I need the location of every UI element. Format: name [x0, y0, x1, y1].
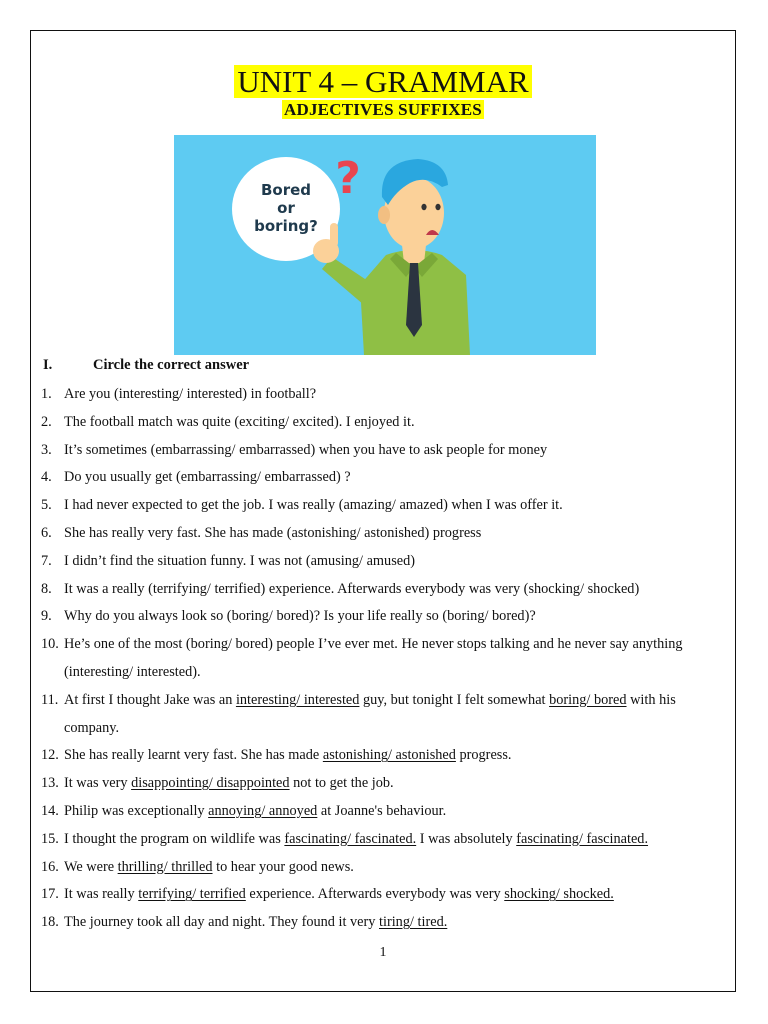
item-number: 8.: [41, 580, 52, 597]
item-number: 17.: [41, 886, 59, 903]
exercise-item: [41, 881, 731, 909]
item-text: It was a really (terrifying/ terrified) experience. Afterwards everybody was very (shocking/ shocked): [64, 580, 640, 597]
item-number: 5.: [41, 497, 52, 514]
section-title: Circle the correct answer: [93, 357, 250, 373]
exercise-item: [41, 826, 731, 854]
item-number: 6.: [41, 524, 52, 541]
exercise-item: [41, 576, 731, 604]
item-number: 12.: [41, 747, 59, 764]
exercise-item: [41, 409, 731, 437]
item-number: 7.: [41, 552, 52, 569]
exercise-item: [41, 492, 731, 520]
item-text: We were: [64, 858, 118, 875]
question-mark-icon: ?: [335, 153, 361, 204]
item-text: to hear your good news.: [212, 858, 354, 875]
item-text: I had never expected to get the job. I was really (amazing/ amazed) when I was offer it.: [64, 497, 563, 514]
item-text: She has really very fast. She has made (astonishing/ astonished) progress: [64, 524, 482, 541]
item-text: experience. Afterwards everybody was very: [245, 886, 505, 903]
exercise-item: [41, 437, 731, 465]
item-text: She has really learnt very fast. She has made: [64, 747, 323, 764]
answer-choice: annoying/ annoyed: [208, 802, 318, 819]
item-text: progress.: [455, 747, 512, 764]
item-number: 2.: [41, 413, 52, 430]
answer-choice: interesting/ interested: [235, 691, 360, 708]
item-text: The journey took all day and night. They found it very: [64, 914, 379, 931]
section-number: I.: [43, 357, 53, 373]
page-number: 1: [379, 945, 387, 960]
bubble-line-2: or: [277, 199, 295, 217]
answer-choice: thrilling/ thrilled: [117, 858, 213, 875]
item-number: 18.: [41, 914, 59, 931]
exercise-item: [41, 603, 731, 631]
item-number: 15.: [41, 830, 59, 847]
item-number: 13.: [41, 775, 59, 792]
answer-choice: disappointing/ disappointed: [131, 775, 290, 792]
item-text: It’s sometimes (embarrassing/ embarrassed) when you have to ask people for money: [64, 441, 548, 458]
page-subtitle-wrap: [31, 100, 735, 120]
item-number: 3.: [41, 441, 52, 458]
answer-choice: shocking/ shocked.: [504, 886, 614, 903]
answer-choice: terrifying/ terrified: [138, 886, 246, 903]
exercise-item: [41, 464, 731, 492]
section-heading: [43, 357, 249, 374]
exercise-item: [41, 548, 731, 576]
item-text: Are you (interesting/ interested) in football?: [64, 386, 317, 402]
exercise-item: [41, 770, 731, 798]
item-text: Why do you always look so (boring/ bored)? Is your life really so (boring/ bored)?: [64, 608, 536, 625]
item-text: The football match was quite (exciting/ excited). I enjoyed it.: [64, 413, 415, 430]
item-number: 16.: [41, 858, 59, 875]
page-title: UNIT 4 – GRAMMAR: [234, 65, 531, 98]
item-text: At first I thought Jake was an: [64, 691, 236, 708]
item-text: It was very: [64, 775, 132, 792]
exercise-item: [41, 381, 731, 409]
bubble-line-3: boring?: [254, 217, 318, 235]
bored-or-boring-illustration: [174, 135, 596, 355]
exercise-item: [41, 798, 731, 826]
exercise-item: [41, 742, 731, 770]
item-text: Philip was exceptionally: [64, 802, 209, 819]
exercise-item: [41, 687, 731, 743]
exercise-list: [41, 381, 731, 937]
item-text: Do you usually get (embarrassing/ embarrassed) ?: [64, 469, 351, 486]
item-text: I thought the program on wildlife was: [64, 830, 285, 847]
item-text: not to get the job.: [289, 775, 394, 792]
item-text: It was really: [64, 886, 139, 903]
exercise-item: [41, 909, 731, 937]
item-number: 4.: [41, 469, 52, 486]
page-subtitle: ADJECTIVES SUFFIXES: [284, 100, 482, 119]
exercise-item: [41, 854, 731, 882]
page-title-wrap: [31, 65, 735, 98]
item-number: 11.: [41, 691, 59, 708]
item-text: He’s one of the most (boring/ bored) people I’ve ever met. He never stops talking and he never say anything (interesting/ interested).: [64, 636, 683, 680]
answer-choice: astonishing/ astonished: [322, 747, 456, 764]
answer-choice: fascinating/ fascinated.: [516, 830, 649, 847]
item-text: at Joanne's behaviour.: [317, 802, 447, 819]
item-number: 1.: [41, 386, 52, 402]
answer-choice: boring/ bored: [549, 691, 627, 708]
item-number: 10.: [41, 636, 59, 653]
exercise-item: [41, 520, 731, 548]
item-number: 14.: [41, 802, 59, 819]
answer-choice: tiring/ tired.: [379, 914, 448, 931]
item-text: I didn’t find the situation funny. I was not (amusing/ amused): [64, 552, 416, 569]
item-text: I was absolutely: [416, 830, 517, 847]
item-text: with his company.: [64, 691, 676, 736]
item-text: guy, but tonight I felt somewhat: [359, 691, 550, 708]
exercise-item: [41, 631, 731, 687]
bubble-line-1: Bored: [260, 181, 312, 199]
worksheet-page: [30, 30, 736, 992]
answer-choice: fascinating/ fascinated.: [284, 830, 417, 847]
item-number: 9.: [41, 608, 52, 625]
